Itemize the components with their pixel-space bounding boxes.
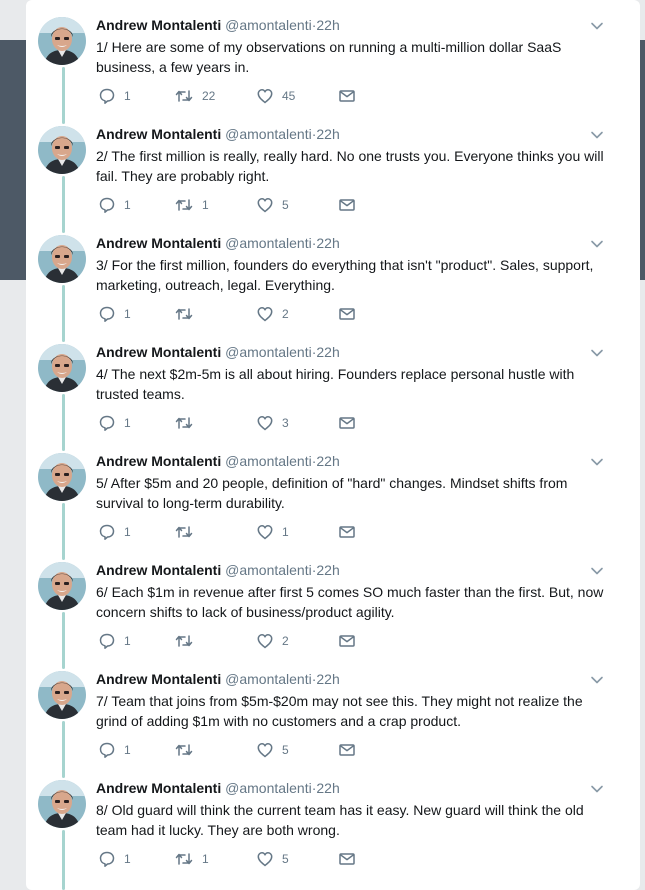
avatar[interactable]	[38, 344, 86, 392]
direct-message-icon	[338, 305, 356, 323]
heart-icon	[256, 741, 274, 759]
reply-count: 1	[124, 307, 131, 321]
tweet-text: 4/ The next $2m-5m is all about hiring. Founders replace personal hustle with trusted teams.	[96, 366, 575, 402]
avatar[interactable]	[38, 235, 86, 283]
tweet-header	[96, 452, 340, 470]
reply-count: 1	[124, 89, 131, 103]
avatar[interactable]	[38, 562, 86, 610]
chevron-down-icon[interactable]	[590, 564, 604, 578]
tweet-actions	[98, 196, 398, 214]
tweet-timestamp[interactable]: 22h	[316, 17, 340, 33]
retweet-icon	[174, 196, 194, 214]
header-separator: ·	[311, 562, 317, 578]
retweet-icon	[174, 414, 194, 432]
author-handle[interactable]: @amontalenti	[225, 126, 312, 142]
direct-message-button[interactable]	[338, 850, 356, 868]
retweet-button[interactable]	[174, 196, 209, 214]
reply-count: 1	[124, 198, 131, 212]
tweet-actions	[98, 87, 398, 105]
tweet-actions	[98, 414, 398, 432]
retweet-button[interactable]	[174, 305, 202, 323]
retweet-button[interactable]	[174, 523, 202, 541]
chevron-down-icon[interactable]	[590, 19, 604, 33]
like-count: 2	[282, 307, 289, 321]
like-button[interactable]	[256, 87, 295, 105]
tweet-timestamp[interactable]: 22h	[316, 780, 340, 796]
background-left-band	[0, 40, 26, 280]
like-count: 45	[282, 89, 296, 103]
heart-icon	[256, 523, 274, 541]
author-handle[interactable]: @amontalenti	[225, 344, 312, 360]
header-separator: ·	[311, 344, 317, 360]
author-handle[interactable]: @amontalenti	[225, 671, 312, 687]
direct-message-button[interactable]	[338, 414, 356, 432]
like-button[interactable]	[256, 196, 289, 214]
heart-icon	[256, 87, 274, 105]
direct-message-button[interactable]	[338, 87, 356, 105]
header-separator: ·	[311, 671, 317, 687]
tweet-actions	[98, 632, 398, 650]
retweet-button[interactable]	[174, 414, 202, 432]
author-name[interactable]: Andrew Montalenti	[96, 17, 222, 33]
reply-icon	[98, 196, 116, 214]
retweet-icon	[174, 87, 194, 105]
retweet-icon	[174, 850, 194, 868]
avatar[interactable]	[38, 126, 86, 174]
author-name[interactable]: Andrew Montalenti	[96, 126, 222, 142]
author-name[interactable]: Andrew Montalenti	[96, 453, 222, 469]
direct-message-icon	[338, 632, 356, 650]
heart-icon	[256, 414, 274, 432]
tweet-timestamp[interactable]: 22h	[316, 344, 340, 360]
direct-message-button[interactable]	[338, 523, 356, 541]
tweet-actions	[98, 305, 398, 323]
retweet-icon	[174, 523, 194, 541]
retweet-button[interactable]	[174, 741, 202, 759]
author-name[interactable]: Andrew Montalenti	[96, 235, 222, 251]
tweet-timestamp[interactable]: 22h	[316, 126, 340, 142]
direct-message-icon	[338, 741, 356, 759]
tweet-text: 5/ After $5m and 20 people, definition of "hard" changes. Mindset shifts from survival to long-term durability.	[96, 475, 568, 511]
tweet-actions	[98, 741, 398, 759]
tweet[interactable]	[26, 0, 640, 109]
author-handle[interactable]: @amontalenti	[225, 562, 312, 578]
header-separator: ·	[311, 17, 317, 33]
tweet[interactable]	[26, 109, 640, 218]
author-handle[interactable]: @amontalenti	[225, 17, 312, 33]
like-count: 5	[282, 852, 289, 866]
retweet-count: 1	[202, 852, 209, 866]
reply-icon	[98, 414, 116, 432]
heart-icon	[256, 850, 274, 868]
tweet-text: 3/ For the first million, founders do everything that isn't "product". Sales, support, marketing, outreach, legal. Everything.	[96, 257, 594, 293]
reply-icon	[98, 741, 116, 759]
like-count: 1	[282, 525, 289, 539]
like-count: 5	[282, 198, 289, 212]
header-separator: ·	[311, 235, 317, 251]
tweet-header	[96, 125, 340, 143]
tweet-actions	[98, 850, 398, 868]
chevron-down-icon[interactable]	[590, 455, 604, 469]
tweet[interactable]	[26, 654, 640, 763]
like-button[interactable]	[256, 523, 289, 541]
tweet[interactable]	[26, 218, 640, 327]
reply-button[interactable]	[98, 87, 131, 105]
reply-icon	[98, 850, 116, 868]
tweet-timestamp[interactable]: 22h	[316, 453, 340, 469]
like-count: 3	[282, 416, 289, 430]
tweet[interactable]	[26, 436, 640, 545]
avatar[interactable]	[38, 780, 86, 828]
author-name[interactable]: Andrew Montalenti	[96, 780, 222, 796]
avatar[interactable]	[38, 671, 86, 719]
retweet-button[interactable]	[174, 850, 209, 868]
avatar[interactable]	[38, 453, 86, 501]
thread-connector-line	[62, 830, 65, 890]
tweet-text: 6/ Each $1m in revenue after first 5 comes SO much faster than the first. But, now concern shifts to lack of business/product agility.	[96, 584, 604, 620]
heart-icon	[256, 632, 274, 650]
author-name[interactable]: Andrew Montalenti	[96, 562, 222, 578]
retweet-count: 1	[202, 198, 209, 212]
tweet[interactable]	[26, 763, 640, 872]
retweet-button[interactable]	[174, 87, 215, 105]
reply-count: 1	[124, 634, 131, 648]
tweet-header	[96, 670, 340, 688]
direct-message-icon	[338, 414, 356, 432]
tweet-header	[96, 561, 340, 579]
direct-message-button[interactable]	[338, 632, 356, 650]
reply-button[interactable]	[98, 196, 131, 214]
direct-message-icon	[338, 196, 356, 214]
reply-count: 1	[124, 852, 131, 866]
tweet-timestamp[interactable]: 22h	[316, 671, 340, 687]
chevron-down-icon[interactable]	[590, 128, 604, 142]
direct-message-button[interactable]	[338, 305, 356, 323]
direct-message-button[interactable]	[338, 741, 356, 759]
like-button[interactable]	[256, 632, 289, 650]
reply-icon	[98, 87, 116, 105]
retweet-icon	[174, 305, 194, 323]
reply-count: 1	[124, 525, 131, 539]
reply-button[interactable]	[98, 741, 131, 759]
avatar[interactable]	[38, 17, 86, 65]
author-name[interactable]: Andrew Montalenti	[96, 344, 222, 360]
tweet-text: 1/ Here are some of my observations on running a multi-million dollar SaaS business, a few years in.	[96, 39, 562, 75]
thread-panel	[26, 0, 640, 890]
reply-button[interactable]	[98, 305, 131, 323]
heart-icon	[256, 305, 274, 323]
tweet-timestamp[interactable]: 22h	[316, 562, 340, 578]
reply-icon	[98, 305, 116, 323]
header-separator: ·	[311, 453, 317, 469]
tweet[interactable]	[26, 545, 640, 654]
tweet[interactable]	[26, 327, 640, 436]
tweet-actions	[98, 523, 398, 541]
tweet-text: 2/ The first million is really, really hard. No one trusts you. Everyone thinks you will fail. They are probably right.	[96, 148, 604, 184]
heart-icon	[256, 196, 274, 214]
author-name[interactable]: Andrew Montalenti	[96, 671, 222, 687]
chevron-down-icon[interactable]	[590, 237, 604, 251]
reply-button[interactable]	[98, 414, 131, 432]
retweet-button[interactable]	[174, 632, 202, 650]
like-count: 5	[282, 743, 289, 757]
tweet-header	[96, 343, 340, 361]
like-button[interactable]	[256, 305, 289, 323]
tweet-header	[96, 234, 340, 252]
retweet-icon	[174, 632, 194, 650]
tweet-header	[96, 779, 340, 797]
reply-button[interactable]	[98, 632, 131, 650]
like-button[interactable]	[256, 850, 289, 868]
author-handle[interactable]: @amontalenti	[225, 453, 312, 469]
retweet-count: 22	[202, 89, 216, 103]
tweet-timestamp[interactable]: 22h	[316, 235, 340, 251]
reply-count: 1	[124, 743, 131, 757]
chevron-down-icon[interactable]	[590, 346, 604, 360]
tweet-text: 7/ Team that joins from $5m-$20m may not see this. They might not realize the grind of adding $1m with no customers and a crap product.	[96, 693, 583, 729]
reply-button[interactable]	[98, 850, 131, 868]
header-separator: ·	[311, 126, 317, 142]
direct-message-icon	[338, 87, 356, 105]
direct-message-icon	[338, 523, 356, 541]
like-button[interactable]	[256, 414, 289, 432]
direct-message-icon	[338, 850, 356, 868]
author-handle[interactable]: @amontalenti	[225, 780, 312, 796]
author-handle[interactable]: @amontalenti	[225, 235, 312, 251]
like-count: 2	[282, 634, 289, 648]
retweet-icon	[174, 741, 194, 759]
reply-count: 1	[124, 416, 131, 430]
tweet-header	[96, 16, 340, 34]
direct-message-button[interactable]	[338, 196, 356, 214]
chevron-down-icon[interactable]	[590, 673, 604, 687]
tweet-text: 8/ Old guard will think the current team has it easy. New guard will think the old team had it lucky. They are both wrong.	[96, 802, 584, 838]
reply-button[interactable]	[98, 523, 131, 541]
header-separator: ·	[311, 780, 317, 796]
like-button[interactable]	[256, 741, 289, 759]
reply-icon	[98, 523, 116, 541]
reply-icon	[98, 632, 116, 650]
chevron-down-icon[interactable]	[590, 782, 604, 796]
